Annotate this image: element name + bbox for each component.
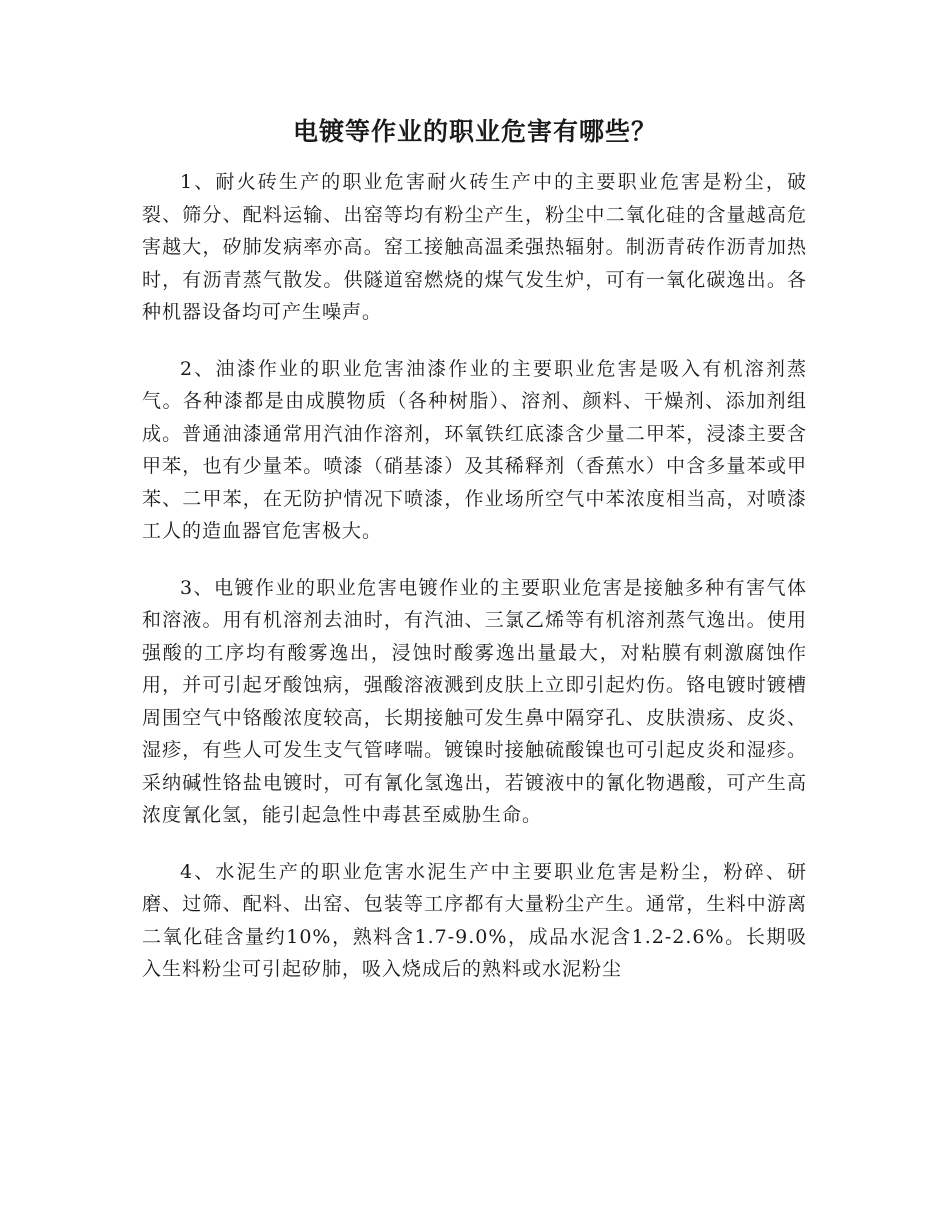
- paragraph-painting: 2、油漆作业的职业危害油漆作业的主要职业危害是吸入有机溶剂蒸气。各种漆都是由成膜物质（各种树脂）、溶剂、颜料、干燥剂、添加剂组成。普通油漆通常用汽油作溶剂，环氧铁红底漆含少量二甲苯，浸漆主要含甲苯，也有少量苯。喷漆（硝基漆）及其稀释剂（香蕉水）中含多量苯或甲苯、二甲苯，在无防护情况下喷漆，作业场所空气中苯浓度相当高，对喷漆工人的造血器官危害极大。: [142, 357, 807, 542]
- paragraph-cement: 4、水泥生产的职业危害水泥生产中主要职业危害是粉尘，粉碎、研磨、过筛、配料、出窑、包装等工序都有大量粉尘产生。通常，生料中游离二氧化硅含量约10%，熟料含1.7-9.0%，成品水泥含1.2-2.6%。长期吸入生料粉尘可引起矽肺，吸入烧成后的熟料或水泥粉尘: [142, 860, 807, 980]
- paragraph-electroplating: 3、电镀作业的职业危害电镀作业的主要职业危害是接触多种有害气体和溶液。用有机溶剂去油时，有汽油、三氯乙烯等有机溶剂蒸气逸出。使用强酸的工序均有酸雾逸出，浸蚀时酸雾逸出量最大，对粘膜有刺激腐蚀作用，并可引起牙酸蚀病，强酸溶液溅到皮肤上立即引起灼伤。铬电镀时镀槽周围空气中铬酸浓度较高，长期接触可发生鼻中隔穿孔、皮肤溃疡、皮炎、湿疹，有些人可发生支气管哮喘。镀镍时接触硫酸镍也可引起皮炎和湿疹。采纳碱性铬盐电镀时，可有氰化氢逸出，若镀液中的氰化物遇酸，可产生高浓度氰化氢，能引起急性中毒甚至威胁生命。: [142, 576, 807, 826]
- page-title: 电镀等作业的职业危害有哪些？: [292, 117, 657, 146]
- paragraph-refractory-brick: 1、耐火砖生产的职业危害耐火砖生产中的主要职业危害是粉尘，破裂、筛分、配料运输、出窑等均有粉尘产生，粉尘中二氧化硅的含量越高危害越大，矽肺发病率亦高。窑工接触高温柔强热辐射。制沥青砖作沥青加热时，有沥青蒸气散发。供隧道窑燃烧的煤气发生炉，可有一氧化碳逸出。各种机器设备均可产生噪声。: [142, 171, 807, 323]
- document-body: [142, 166, 807, 1010]
